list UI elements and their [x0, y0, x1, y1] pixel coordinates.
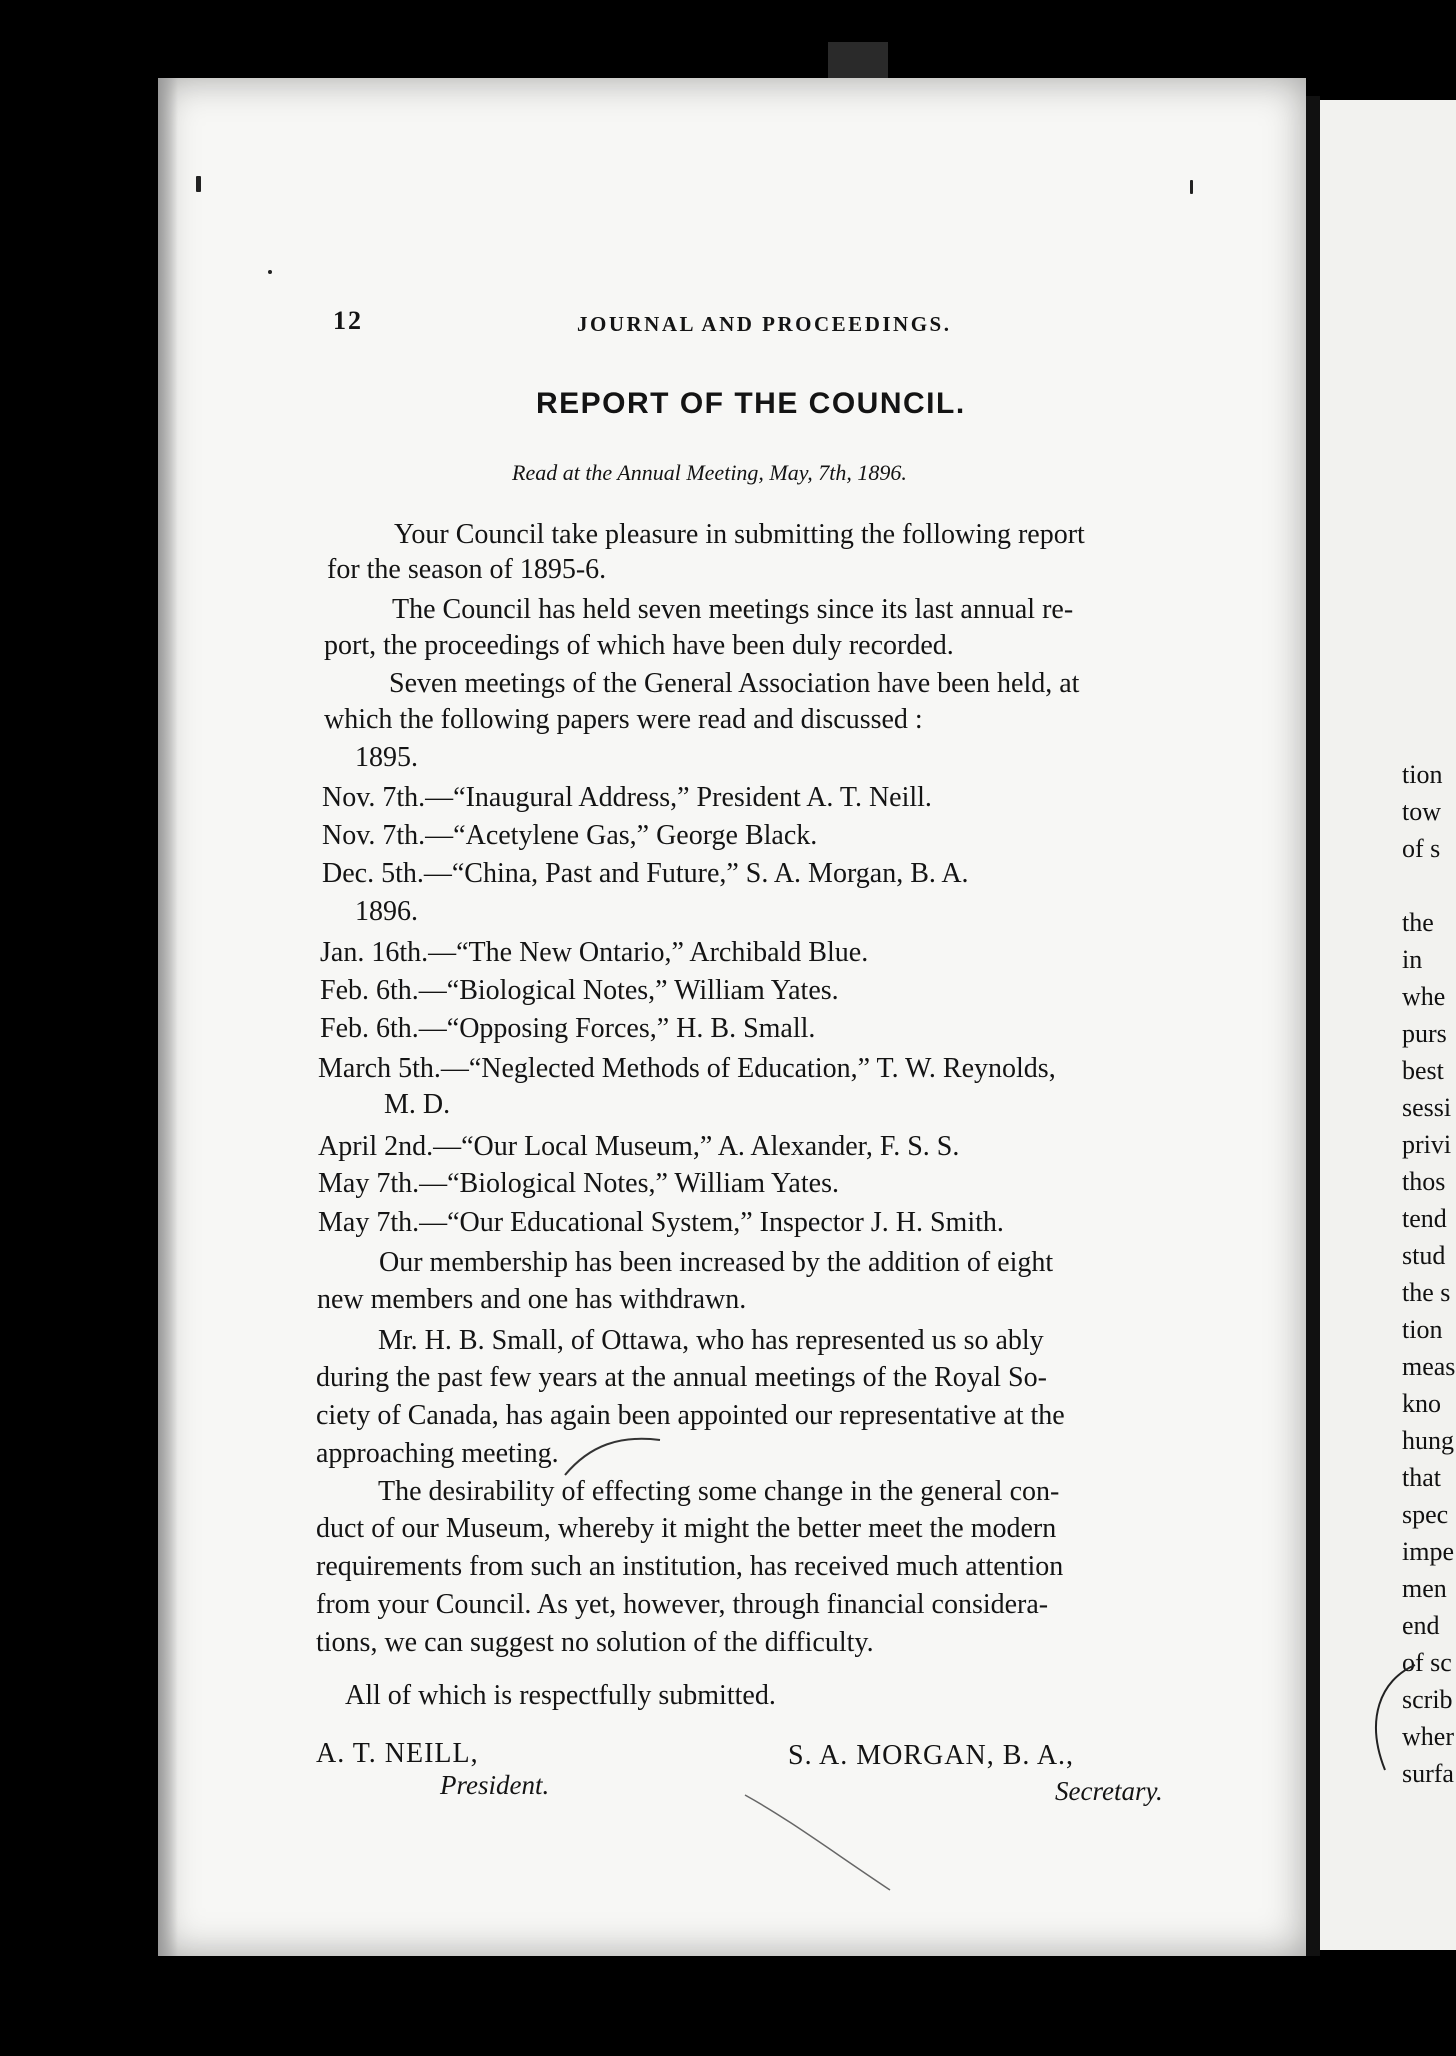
facing-page-line: spec	[1402, 1500, 1449, 1529]
body-line: from your Council. As yet, however, through financial considera-	[316, 1589, 1049, 1620]
facing-page-line: the s	[1402, 1278, 1451, 1307]
facing-page-line: of s	[1402, 834, 1441, 863]
facing-page-line: meas	[1402, 1352, 1456, 1381]
scan-speck	[196, 176, 201, 192]
facing-page-line: sessi	[1402, 1093, 1452, 1122]
facing-page-line: scrib	[1402, 1685, 1453, 1714]
pen-mark	[560, 1425, 670, 1485]
pen-mark	[740, 1790, 900, 1900]
facing-page-line: that	[1402, 1463, 1441, 1492]
body-line: ciety of Canada, has again been appointed our representative at the	[316, 1400, 1065, 1431]
body-line: for the season of 1895-6.	[327, 554, 607, 585]
body-line: All of which is respectfully submitted.	[345, 1680, 776, 1711]
body-line: 1896.	[355, 896, 418, 927]
scan-speck	[268, 270, 272, 274]
president-signature-title: President.	[440, 1770, 550, 1800]
body-line: duct of our Museum, whereby it might the better meet the modern	[316, 1513, 1057, 1544]
facing-page-line: hung	[1402, 1426, 1454, 1455]
facing-page-line: tion	[1402, 1315, 1443, 1344]
body-line: requirements from such an institution, has received much attention	[316, 1551, 1064, 1582]
body-line: M. D.	[384, 1089, 451, 1120]
body-line: May 7th.—“Biological Notes,” William Yates.	[318, 1168, 839, 1199]
body-line: May 7th.—“Our Educational System,” Inspector J. H. Smith.	[318, 1207, 1004, 1238]
body-line: during the past few years at the annual meetings of the Royal So-	[316, 1362, 1047, 1393]
body-line: new members and one has withdrawn.	[317, 1284, 747, 1315]
facing-page-line: end	[1402, 1611, 1440, 1640]
facing-page-line: tend	[1402, 1204, 1447, 1233]
facing-page-line: kno	[1402, 1389, 1441, 1418]
facing-page-line: stud	[1402, 1241, 1446, 1270]
body-line: Nov. 7th.—“Acetylene Gas,” George Black.	[322, 820, 818, 851]
facing-page-line: tion	[1402, 760, 1443, 789]
page-title: REPORT OF THE COUNCIL.	[536, 387, 966, 420]
body-line: April 2nd.—“Our Local Museum,” A. Alexander, F. S. S.	[318, 1131, 960, 1162]
scan-speck	[1190, 180, 1193, 194]
body-line: Seven meetings of the General Association have been held, at	[389, 668, 1080, 699]
facing-page-line: purs	[1402, 1019, 1447, 1048]
body-line: Feb. 6th.—“Biological Notes,” William Yates.	[320, 975, 839, 1006]
secretary-signature-title: Secretary.	[1055, 1776, 1163, 1806]
page-number: 12	[333, 306, 363, 335]
body-line: Nov. 7th.—“Inaugural Address,” President A. T. Neill.	[322, 782, 932, 813]
page-edge-shadow	[158, 78, 178, 1956]
facing-page	[1320, 100, 1456, 1950]
body-line: port, the proceedings of which have been duly recorded.	[324, 630, 954, 661]
facing-page-line: thos	[1402, 1167, 1446, 1196]
book-gutter	[1306, 96, 1320, 1956]
body-line: approaching meeting.	[316, 1438, 559, 1469]
body-line: Your Council take pleasure in submitting the following report	[394, 519, 1085, 550]
body-line: March 5th.—“Neglected Methods of Education,” T. W. Reynolds,	[318, 1053, 1056, 1084]
facing-page-line: in	[1402, 945, 1423, 974]
body-line: Dec. 5th.—“China, Past and Future,” S. A. Morgan, B. A.	[322, 858, 969, 889]
facing-page-line: surfa	[1402, 1759, 1454, 1788]
facing-page-line: best	[1402, 1056, 1444, 1085]
binding-clip	[828, 42, 888, 78]
body-line: Jan. 16th.—“The New Ontario,” Archibald Blue.	[320, 937, 869, 968]
facing-page-line: impe	[1402, 1537, 1454, 1566]
body-line: which the following papers were read and discussed :	[324, 704, 923, 735]
facing-page-line: of sc	[1402, 1648, 1452, 1677]
facing-page-line: privi	[1402, 1130, 1452, 1159]
body-line: 1895.	[355, 742, 418, 773]
facing-page-line: tow	[1402, 797, 1441, 826]
body-line: The Council has held seven meetings since its last annual re-	[392, 594, 1074, 625]
secretary-signature-name: S. A. MORGAN, B. A.,	[788, 1740, 1075, 1771]
running-head: JOURNAL AND PROCEEDINGS.	[577, 312, 952, 336]
facing-page-line: the	[1402, 908, 1434, 937]
body-line: The desirability of effecting some change in the general con-	[378, 1476, 1060, 1507]
president-signature-name: A. T. NEILL,	[316, 1738, 479, 1769]
body-line: tions, we can suggest no solution of the difficulty.	[316, 1627, 874, 1658]
facing-page-line: men	[1402, 1574, 1447, 1603]
body-line: Our membership has been increased by the addition of eight	[379, 1247, 1054, 1278]
facing-page-line: whe	[1402, 982, 1446, 1011]
pen-mark	[1360, 1660, 1420, 1780]
body-line: Mr. H. B. Small, of Ottawa, who has represented us so ably	[378, 1325, 1044, 1356]
body-line: Feb. 6th.—“Opposing Forces,” H. B. Small.	[320, 1013, 816, 1044]
subtitle: Read at the Annual Meeting, May, 7th, 1896.	[512, 460, 907, 485]
facing-page-line: wher	[1402, 1722, 1454, 1751]
